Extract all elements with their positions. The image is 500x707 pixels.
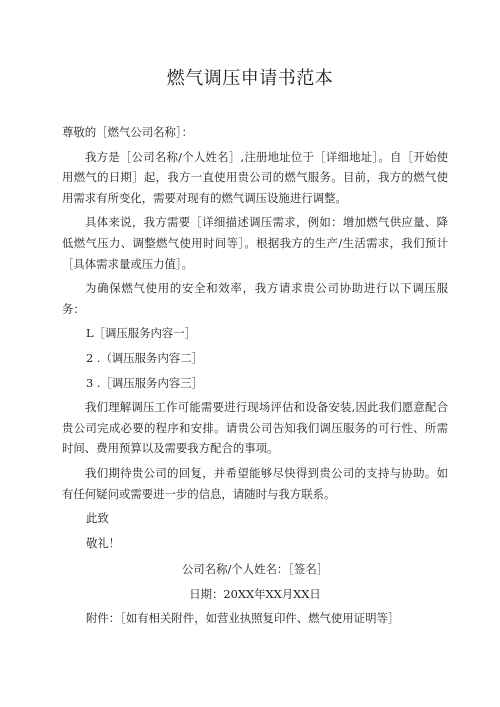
- paragraph-requirements: 具体来说，我方需要［详细描述调压需求，例如：增加燃气供应量、降低燃气压力、调整燃气使用时间等］。根据我方的生产/生活需求，我们预计［具体需求量或压力值］。: [62, 215, 448, 271]
- paragraph-expectation: 我们期待贵公司的回复，并希望能够尽快得到贵公司的支持与协助。如有任何疑问或需要进一步的信息，请随时与我方联系。: [62, 465, 448, 501]
- paragraph-request: 为确保燃气使用的安全和效率，我方请求贵公司协助进行以下调压服务：: [62, 281, 448, 316]
- closing-line-2: 敬礼！: [86, 535, 121, 550]
- closing-line-1: 此致: [86, 511, 109, 526]
- document-title: 燃气调压申请书范本: [166, 68, 334, 89]
- attachment-line: 附件：［如有相关附件，如营业执照复印件、燃气使用证明等］: [86, 611, 400, 626]
- letter-body: [62, 122, 448, 633]
- service-item-2: 2 .（调压服务内容二］: [86, 350, 204, 365]
- signature-line: 公司名称/个人姓名：［签名］: [181, 562, 329, 577]
- service-item-1: L［调压服务内容一］: [86, 326, 197, 341]
- salutation: 尊敬的［燃气公司名称］：: [62, 125, 193, 139]
- paragraph-intro: 我方是［公司名称/个人姓名］,注册地址位于［详细地址］。自［开始使用燃气的日期］起，我方一直使用贵公司的燃气服务。目前，我方的燃气使用需求有所变化，需要对现有的燃气调压设施进行调整。: [62, 149, 448, 205]
- paragraph-cooperation: 我们理解调压工作可能需要进行现场评估和设备安装,因此我们愿意配合贵公司完成必要的程序和安排。请贵公司告知我们调压服务的可行性、所需时间、费用预算以及需要我方配合的事项。: [62, 400, 448, 456]
- date-line: 日期：20XX年XX月XX日: [189, 586, 321, 601]
- service-item-3: 3 .［调压服务内容三］: [86, 375, 204, 390]
